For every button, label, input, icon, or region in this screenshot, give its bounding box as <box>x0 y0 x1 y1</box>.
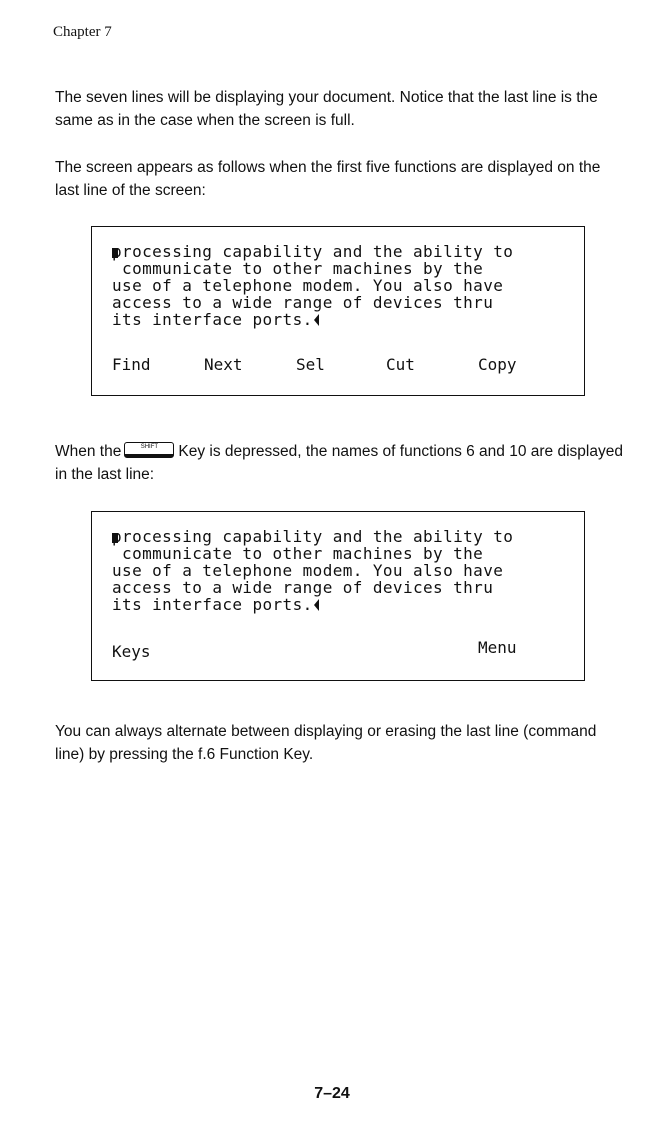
screen-line-4: access to a wide range of devices thru <box>112 578 494 597</box>
screen-text <box>112 528 513 613</box>
shift-key-icon: SHIFT <box>124 442 174 458</box>
screen-line-3: use of a telephone modem. You also have <box>112 276 504 295</box>
end-of-text-icon <box>314 314 319 326</box>
command-line <box>112 640 564 660</box>
screen-line-2: communicate to other machines by the <box>112 259 484 278</box>
screen-line-3: use of a telephone modem. You also have <box>112 561 504 580</box>
end-of-text-icon <box>314 599 319 611</box>
page-number: 7–24 <box>314 1085 350 1102</box>
chapter-header: Chapter 7 <box>53 24 112 40</box>
screen-line-2: communicate to other machines by the <box>112 544 484 563</box>
paragraph-alternate: You can always alternate between displaying or erasing the last line (command line) by pressing the f.6 Function Key. <box>55 723 597 763</box>
paragraph-intro: The seven lines will be displaying your document. Notice that the last line is the same as in the case when the screen is full. <box>55 89 598 129</box>
screen-display-functions-1-5 <box>91 226 585 396</box>
command-line <box>112 355 564 375</box>
paragraph-shift-key: When the SHIFT Key is depressed, the names of functions 6 and 10 are displayed in the last line: <box>55 443 623 483</box>
screen-text <box>112 243 513 328</box>
screen-display-functions-6-10 <box>91 511 585 681</box>
function-label-copy: Copy <box>478 355 517 374</box>
function-label-menu: Menu <box>478 638 517 657</box>
screen-line-4: access to a wide range of devices thru <box>112 293 494 312</box>
function-label-sel: Sel <box>296 355 325 374</box>
screen-line-5: its interface ports. <box>112 596 513 613</box>
function-label-cut: Cut <box>386 355 415 374</box>
screen-line-1: processing capability and the ability to <box>112 242 514 261</box>
paragraph-screen-appears: The screen appears as follows when the first five functions are displayed on the last line of the screen: <box>55 159 601 199</box>
function-label-find: Find <box>112 355 151 374</box>
screen-line-1: processing capability and the ability to <box>112 527 514 546</box>
function-label-next: Next <box>204 355 243 374</box>
screen-line-5: its interface ports. <box>112 311 513 328</box>
function-label-keys: Keys <box>112 642 151 661</box>
